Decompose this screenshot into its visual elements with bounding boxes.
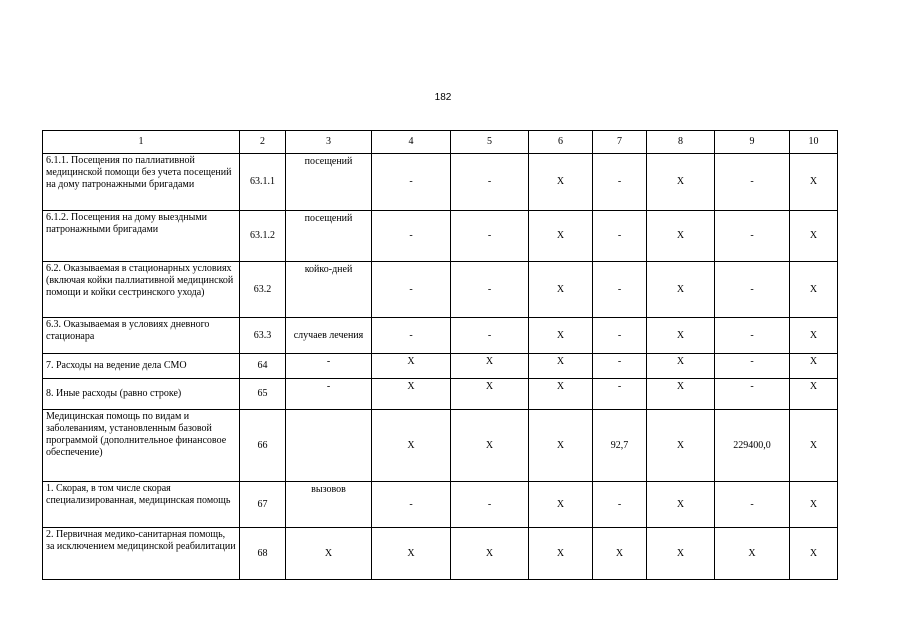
cell-col7: - (593, 262, 647, 318)
row-code: 63.2 (240, 262, 286, 318)
cell-col7: - (593, 211, 647, 262)
page-number: 182 (434, 92, 452, 103)
cell-col9: - (715, 262, 790, 318)
table-row (43, 379, 838, 410)
row-description: 2. Первичная медико-санитарная помощь, за исключением медицинской реабилитации (43, 528, 240, 580)
cell-col4: - (372, 318, 451, 354)
cell-col7: - (593, 482, 647, 528)
cell-col4: X (372, 410, 451, 482)
header-cell: 7 (593, 131, 647, 154)
cell-col8: X (647, 482, 715, 528)
cell-col4: - (372, 211, 451, 262)
cell-col10: X (790, 528, 838, 580)
row-code: 64 (240, 354, 286, 379)
cell-col7: - (593, 379, 647, 410)
row-code: 67 (240, 482, 286, 528)
row-description: 6.1.1. Посещения по паллиативной медицинской помощи без учета посещений на дому патронажными бригадами (43, 154, 240, 211)
row-unit: - (286, 379, 372, 410)
cell-col6: X (529, 262, 593, 318)
cell-col10: X (790, 379, 838, 410)
table-row (43, 318, 838, 354)
cell-col4: X (372, 354, 451, 379)
cell-col9: - (715, 154, 790, 211)
cell-col9: - (715, 211, 790, 262)
cell-col4: X (372, 379, 451, 410)
cell-col10: X (790, 262, 838, 318)
header-cell: 8 (647, 131, 715, 154)
table-row (43, 211, 838, 262)
header-cell: 9 (715, 131, 790, 154)
row-code: 65 (240, 379, 286, 410)
table-row (43, 410, 838, 482)
cell-col8: X (647, 318, 715, 354)
cell-col5: X (451, 528, 529, 580)
cell-col8: X (647, 528, 715, 580)
cell-col7: X (593, 528, 647, 580)
row-unit: посещений (286, 211, 372, 262)
cell-col4: - (372, 262, 451, 318)
cell-col7: 92,7 (593, 410, 647, 482)
cell-col6: X (529, 318, 593, 354)
row-unit: X (286, 528, 372, 580)
cell-col6: X (529, 528, 593, 580)
header-cell: 4 (372, 131, 451, 154)
cell-col8: X (647, 211, 715, 262)
row-code: 63.3 (240, 318, 286, 354)
cell-col10: X (790, 410, 838, 482)
cell-col8: X (647, 379, 715, 410)
cell-col6: X (529, 379, 593, 410)
cell-col9: - (715, 482, 790, 528)
cell-col10: X (790, 154, 838, 211)
cell-col6: X (529, 482, 593, 528)
cell-col6: X (529, 354, 593, 379)
cell-col9: - (715, 379, 790, 410)
cell-col5: X (451, 354, 529, 379)
header-cell: 6 (529, 131, 593, 154)
row-description: 6.2. Оказываемая в стационарных условиях (включая койки паллиативной медицинской помощи и койки сестринского ухода) (43, 262, 240, 318)
cell-col8: X (647, 354, 715, 379)
row-unit: посещений (286, 154, 372, 211)
row-description: 6.1.2. Посещения на дому выездными патронажными бригадами (43, 211, 240, 262)
cell-col5: - (451, 154, 529, 211)
table-row (43, 154, 838, 211)
row-unit: койко-дней (286, 262, 372, 318)
cell-col8: X (647, 154, 715, 211)
table-row (43, 262, 838, 318)
cell-col4: - (372, 154, 451, 211)
table-row (43, 354, 838, 379)
cell-col10: X (790, 318, 838, 354)
cell-col10: X (790, 482, 838, 528)
row-unit (286, 410, 372, 482)
row-description: 7. Расходы на ведение дела СМО (43, 354, 240, 379)
cell-col4: - (372, 482, 451, 528)
row-unit: вызовов (286, 482, 372, 528)
cell-col5: X (451, 410, 529, 482)
cell-col10: X (790, 354, 838, 379)
cell-col6: X (529, 154, 593, 211)
row-description: 6.3. Оказываемая в условиях дневного стационара (43, 318, 240, 354)
cell-col9: - (715, 318, 790, 354)
cell-col9: 229400,0 (715, 410, 790, 482)
cell-col8: X (647, 262, 715, 318)
header-cell: 1 (43, 131, 240, 154)
header-cell: 3 (286, 131, 372, 154)
report-table (42, 130, 838, 580)
cell-col5: - (451, 482, 529, 528)
cell-col5: X (451, 379, 529, 410)
row-code: 66 (240, 410, 286, 482)
cell-col6: X (529, 211, 593, 262)
row-code: 63.1.1 (240, 154, 286, 211)
row-description: Медицинская помощь по видам и заболеваниям, установленным базовой программой (дополнительное финансовое обеспечение) (43, 410, 240, 482)
table-row (43, 482, 838, 528)
header-cell: 5 (451, 131, 529, 154)
row-unit: - (286, 354, 372, 379)
cell-col7: - (593, 154, 647, 211)
cell-col7: - (593, 318, 647, 354)
cell-col5: - (451, 318, 529, 354)
cell-col7: - (593, 354, 647, 379)
row-description: 1. Скорая, в том числе скорая специализированная, медицинская помощь (43, 482, 240, 528)
row-code: 63.1.2 (240, 211, 286, 262)
cell-col9: - (715, 354, 790, 379)
cell-col6: X (529, 410, 593, 482)
cell-col9: X (715, 528, 790, 580)
row-unit: случаев лечения (286, 318, 372, 354)
header-cell: 10 (790, 131, 838, 154)
cell-col10: X (790, 211, 838, 262)
cell-col5: - (451, 262, 529, 318)
row-code: 68 (240, 528, 286, 580)
cell-col4: X (372, 528, 451, 580)
row-description: 8. Иные расходы (равно строке) (43, 379, 240, 410)
header-cell: 2 (240, 131, 286, 154)
cell-col8: X (647, 410, 715, 482)
cell-col5: - (451, 211, 529, 262)
table-row (43, 528, 838, 580)
table-header-row (43, 131, 838, 154)
